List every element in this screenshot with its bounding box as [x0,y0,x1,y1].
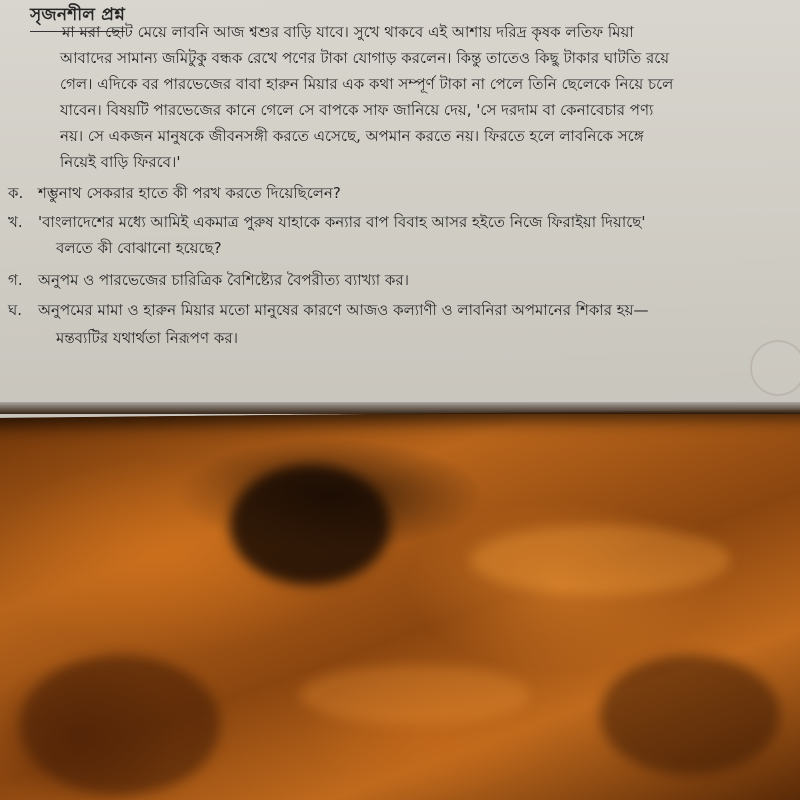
question-text-line: মন্তব্যটির যথার্থতা নিরূপণ কর। [56,329,238,347]
question-text-line: শম্ভুনাথ সেকরার হাতে কী পরখ করতে দিয়েছিলেন? [38,184,341,202]
question-text-line: বলতে কী বোঝানো হয়েছে? [56,239,222,257]
stem-line: নিয়েই বাড়ি ফিরবে।' [60,153,181,171]
stem-line: মা মরা ছোট মেয়ে লাবনি আজ শ্বশুর বাড়ি যাবে। সুখে থাকবে এই আশায় দরিদ্র কৃষক লতিফ মিয়া [62,23,634,41]
orange-cloth [0,405,800,800]
stem-line: যাবেন। বিষয়টি পারভেজের কানে গেলে সে বাপকে সাফ জানিয়ে দেয়, 'সে দরদাম বা কেনাবেচার পণ্য [60,101,654,119]
question-text-line: 'বাংলাদেশের মধ্যে আমিই একমাত্র পুরুষ যাহাকে কন্যার বাপ বিবাহ আসর হইতে নিজে ফিরাইয়া দিয়াছে' [38,213,646,231]
section-heading: সৃজনশীল প্রশ্ন [30,2,125,30]
stem-line: গেল। এদিকে বর পারভেজের বাবা হারুন মিয়ার এক কথা সম্পূর্ণ টাকা না পেলে তিনি ছেলেকে নিয়ে চলে [60,75,674,93]
question-label: গ. [8,271,23,289]
question-label: খ. [8,213,23,231]
question-text-line: অনুপমের মামা ও হারুন মিয়ার মতো মানুষের কারণে আজও কল্যাণী ও লাবনিরা অপমানের শিকার হয়— [38,301,649,319]
question-label: ক. [8,184,24,202]
faint-seal-mark [750,340,800,396]
stem-line: আবাদের সামান্য জমিটুকু বন্ধক রেখে পণের টাকা যোগাড় করলেন। কিন্তু তাতেও কিছু টাকার ঘাটতি রয়ে [60,49,670,67]
question-label: ঘ. [8,301,23,319]
stem-line: নয়। সে একজন মানুষকে জীবনসঙ্গী করতে এসেছে, অপমান করতে নয়। ফিরতে হলে লাবনিকে সঙ্গে [60,127,644,145]
question-text-line: অনুপম ও পারভেজের চারিত্রিক বৈশিষ্ট্যের বৈপরীত্য ব্যাখ্যা কর। [38,271,410,289]
